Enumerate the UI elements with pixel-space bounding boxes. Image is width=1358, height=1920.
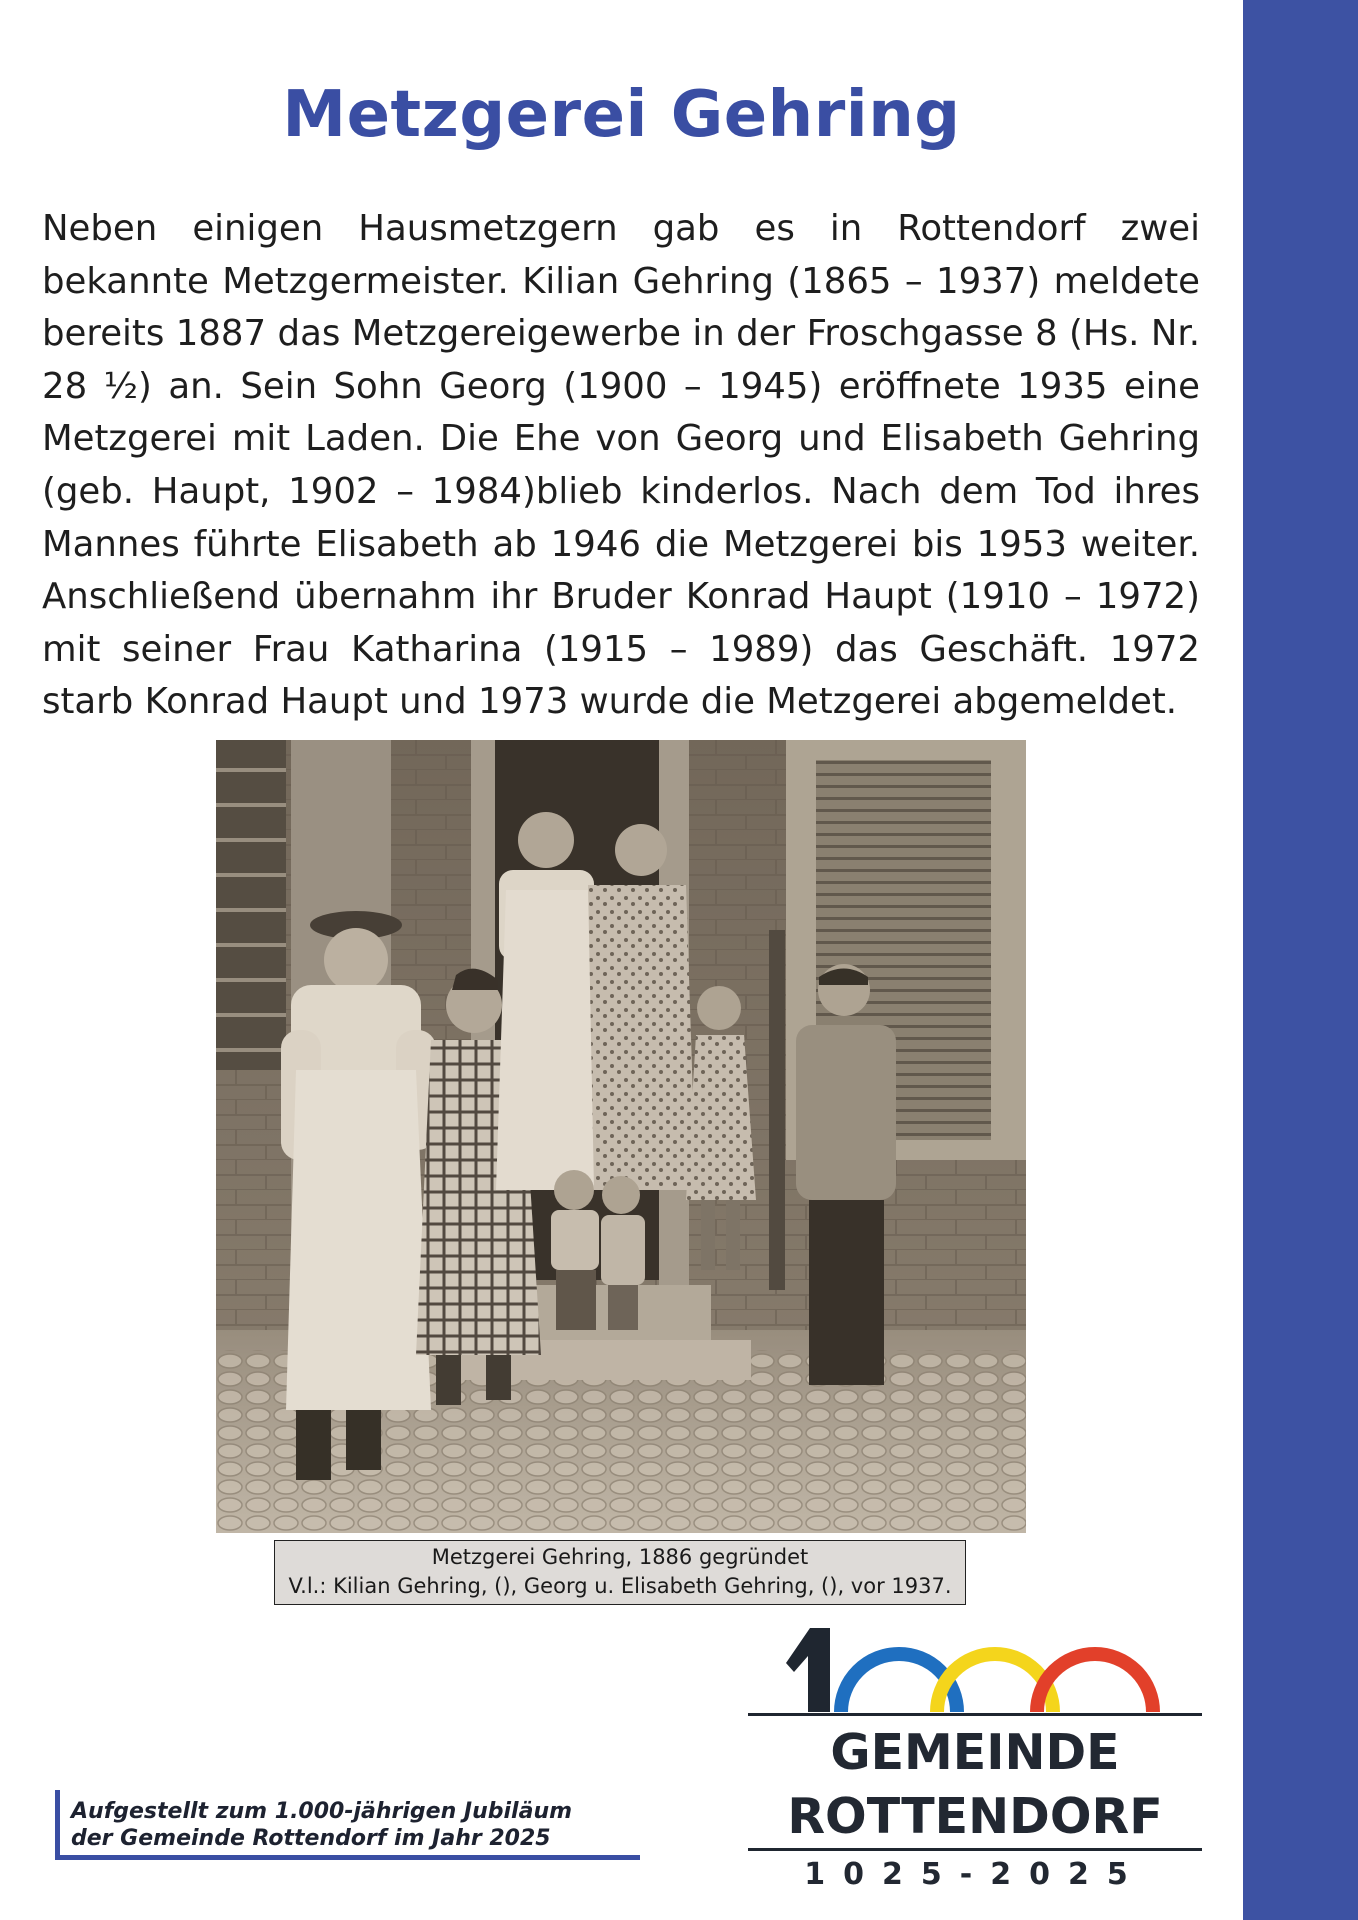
- footer-note-line-1: Aufgestellt zum 1.000-jährigen Jubiläum: [71, 1799, 573, 1824]
- caption-line-2: V.l.: Kilian Gehring, (), Georg u. Elisabeth Gehring, (), vor 1937.: [288, 1574, 952, 1598]
- historic-photo: [216, 740, 1026, 1533]
- logo-years: 1025-2025: [804, 1857, 1146, 1892]
- body-paragraph: Neben einigen Hausmetzgern gab es in Rottendorf zwei bekannte Metzgermeister. Kilian Gehring (1865 – 1937) meldete bereits 1887 das Metzgereigewerbe in der Froschgasse 8 (Hs. Nr. 28 ½) an. Sein Sohn Georg (1900 – 1945) eröffnete 1935 eine Metzgerei mit Laden. Die Ehe von Georg und Elisabeth Gehring (geb. Haupt, 1902 – 1984)blieb kinderlos. Nach dem Tod ihres Mannes führte Elisabeth ab 1946 die Metzgerei bis 1953 weiter. Anschließend übernahm ihr Bruder Konrad Haupt (1910 – 1972) mit seiner Frau Katharina (1915 – 1989) das Geschäft. 1972 starb Konrad Haupt und 1973 wurde die Metzgerei abgemeldet.: [42, 208, 1200, 723]
- anniversary-logo: [748, 1620, 1202, 1900]
- logo-text-rottendorf: ROTTENDORF: [787, 1788, 1163, 1845]
- photo-caption: [274, 1540, 966, 1605]
- side-color-bar: [1243, 0, 1358, 1920]
- caption-line-1: Metzgerei Gehring, 1886 gegründet: [431, 1545, 809, 1569]
- page-title: Metzgerei Gehring: [282, 78, 961, 152]
- footer-note: [55, 1790, 640, 1860]
- logo-text-gemeinde: GEMEINDE: [830, 1724, 1120, 1781]
- footer-note-line-2: der Gemeinde Rottendorf im Jahr 2025: [71, 1826, 551, 1851]
